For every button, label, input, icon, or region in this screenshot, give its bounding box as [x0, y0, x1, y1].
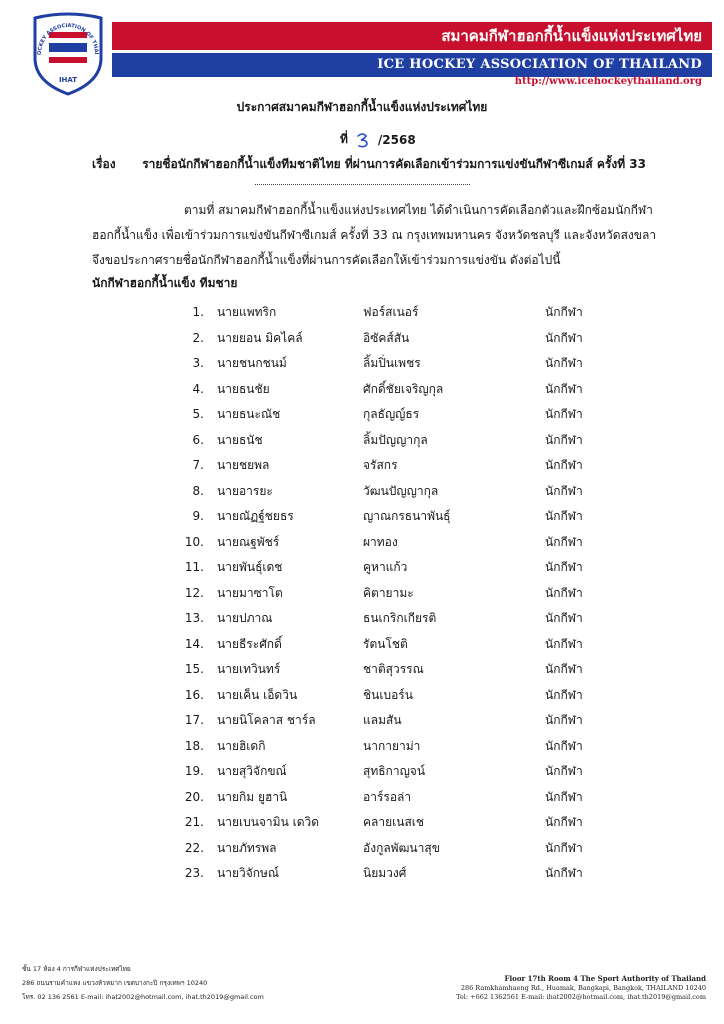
- roster-row: [0, 785, 724, 811]
- player-last-name: กุลธัญญ์ธร: [363, 407, 420, 421]
- player-first-name: นายณฐพัชร์: [217, 534, 280, 549]
- website-link[interactable]: http://www.icehockeythailand.org: [514, 76, 702, 87]
- player-first-name: นายธนชัย: [217, 381, 270, 396]
- player-first-name: นายแพทริก: [217, 305, 277, 319]
- roster-row: [0, 453, 724, 479]
- player-role: นักกีฬา: [545, 407, 583, 421]
- roster-list: [0, 300, 724, 887]
- roster-number: 2.: [192, 330, 204, 345]
- roster-row: [0, 402, 724, 428]
- player-first-name: นายสุวิจักขณ์: [217, 764, 287, 778]
- footer-left-line: โทร. 02 136 2561 E-mail: ihat2002@hotmail.com, ihat.th2019@gmail.com: [22, 993, 264, 1001]
- player-first-name: นายยอน มิคไคล์: [217, 330, 303, 345]
- player-last-name: ลิ้มปัญญากุล: [363, 432, 428, 447]
- player-role: นักกีฬา: [545, 356, 583, 370]
- roster-number: 17.: [184, 713, 204, 727]
- roster-number: 6.: [192, 432, 204, 447]
- paragraph-line: ฮอกกี้น้ำแข็ง เพื่อเข้าร่วมการแข่งขันกีฬาซีเกมส์ ครั้งที่ 33 ณ กรุงเทพมหานคร จังหวัดชลบุรี และจังหวัดสงขลา: [92, 228, 657, 242]
- player-last-name: ลิ้มปิ่นเพชร: [363, 356, 421, 370]
- player-role: นักกีฬา: [545, 738, 583, 753]
- player-last-name: คิตายามะ: [363, 585, 414, 600]
- player-role: นักกีฬา: [545, 764, 583, 778]
- roster-number: 15.: [184, 662, 204, 676]
- player-role: นักกีฬา: [545, 713, 583, 727]
- subject-label: เรื่อง: [92, 157, 116, 171]
- player-role: นักกีฬา: [545, 330, 583, 345]
- player-role: นักกีฬา: [545, 458, 583, 472]
- roster-row: [0, 351, 724, 377]
- player-first-name: นายนิโคลาส ชาร์ล: [217, 713, 316, 727]
- player-first-name: นายฮิเดกิ: [217, 738, 266, 753]
- player-last-name: คลายเนสเช: [363, 815, 425, 829]
- subject-line: [92, 155, 692, 174]
- player-role: นักกีฬา: [545, 509, 583, 523]
- roster-number: 3.: [192, 356, 204, 370]
- roster-row: [0, 861, 724, 887]
- org-name-english: ICE HOCKEY ASSOCIATION OF THAILAND: [377, 57, 702, 72]
- roster-number: 22.: [184, 840, 204, 855]
- player-last-name: ธนเกริกเกียรติ: [363, 611, 437, 625]
- document-title: ประกาศสมาคมกีฬาฮอกกี้น้ำแข็งแห่งประเทศไทย: [236, 100, 488, 114]
- paragraph-line: ตามที่ สมาคมกีฬาฮอกกี้น้ำแข็งแห่งประเทศไทย ได้ดำเนินการคัดเลือกตัวและฝึกซ้อมนักกีฬา: [184, 203, 653, 217]
- paragraph-line: จึงขอประกาศรายชื่อนักกีฬาฮอกกี้น้ำแข็งที่ผ่านการคัดเลือกให้เข้าร่วมการแข่งขัน ดังต่อไปนี้: [92, 253, 561, 267]
- roster-row: [0, 326, 724, 352]
- dotted-divider: [255, 184, 470, 185]
- roster-number: 5.: [192, 407, 204, 421]
- player-first-name: นายกิม ยูฮานิ: [217, 789, 288, 804]
- section-heading: นักกีฬาฮอกกี้น้ำแข็ง ทีมชาย: [92, 276, 238, 290]
- player-role: นักกีฬา: [545, 381, 583, 396]
- roster-row: [0, 555, 724, 581]
- player-role: นักกีฬา: [545, 840, 583, 855]
- player-role: นักกีฬา: [545, 611, 583, 625]
- announcement-paragraph: [92, 198, 672, 273]
- subject-text: รายชื่อนักกีฬาฮอกกี้น้ำแข็งทีมชาติไทย ที่ผ่านการคัดเลือกเข้าร่วมการแข่งขันกีฬาซีเกมส์ ครั้งที่ 33: [142, 157, 646, 171]
- handwritten-number-mark: [354, 131, 372, 149]
- org-name-thai: สมาคมกีฬาฮอกกี้น้ำแข็งแห่งประเทศไทย: [441, 27, 702, 45]
- player-last-name: อิซัคส์สัน: [363, 330, 410, 345]
- player-first-name: นายธีระศักดิ์: [217, 636, 282, 651]
- roster-number: 14.: [184, 636, 204, 651]
- org-name-thai-band: [112, 22, 712, 50]
- roster-number: 21.: [184, 815, 204, 829]
- player-role: นักกีฬา: [545, 585, 583, 600]
- roster-row: [0, 632, 724, 658]
- player-role: นักกีฬา: [545, 866, 583, 880]
- player-role: นักกีฬา: [545, 432, 583, 447]
- player-last-name: สุทธิกาญจน์: [363, 764, 426, 778]
- footer-right-line: 286 Ramkhamhaeng Rd., Huamak, Bangkapi, Bangkok, THAILAND 10240: [460, 983, 706, 992]
- logo-abbr: IHAT: [58, 76, 78, 84]
- roster-number: 13.: [184, 611, 204, 625]
- player-first-name: นายวิจักษณ์: [217, 866, 280, 880]
- roster-number: 11.: [184, 560, 204, 574]
- player-role: นักกีฬา: [545, 789, 583, 804]
- roster-number: 1.: [192, 305, 204, 319]
- player-role: นักกีฬา: [545, 662, 583, 676]
- player-first-name: นายชยพล: [217, 458, 270, 472]
- player-first-name: นายอารยะ: [217, 483, 273, 498]
- footer-thai-address: [22, 962, 264, 1004]
- roster-row: [0, 300, 724, 326]
- footer-right-line: Tel: +662 1362561 E-mail: ihat2002@hotmail.com, ihat.th2019@gmail.com: [456, 993, 706, 1001]
- logo-arc-text: OCKEY ASSOCIATION OF THAI: [36, 22, 100, 56]
- org-name-english-band: [112, 53, 712, 77]
- player-first-name: นายมาซาโต: [217, 585, 283, 600]
- player-role: นักกีฬา: [545, 687, 583, 702]
- player-last-name: อาร์รอล่า: [363, 789, 412, 804]
- roster-number: 23.: [184, 866, 204, 880]
- player-last-name: ฟอร์สเนอร์: [363, 305, 419, 319]
- player-last-name: ชินเบอร์น: [363, 687, 413, 702]
- roster-row: [0, 683, 724, 709]
- number-suffix: /2568: [377, 132, 416, 147]
- player-last-name: นิยมวงศ์: [363, 866, 407, 880]
- player-last-name: ญาณกรธนาพันธุ์: [363, 509, 451, 523]
- footer-english-address: [456, 974, 706, 1003]
- player-first-name: นายเทวินทร์: [217, 662, 281, 676]
- roster-row: [0, 708, 724, 734]
- player-role: นักกีฬา: [545, 483, 583, 498]
- player-last-name: ศักดิ์ชัยเจริญกุล: [363, 381, 444, 396]
- player-first-name: นายธนัช: [217, 432, 263, 447]
- player-last-name: แลมสัน: [363, 713, 402, 727]
- roster-number: 18.: [184, 738, 204, 753]
- ihat-logo: [27, 8, 109, 96]
- player-role: นักกีฬา: [545, 636, 583, 651]
- roster-row: [0, 428, 724, 454]
- player-last-name: ผาทอง: [363, 534, 398, 549]
- footer-left-line: ชั้น 17 ห้อง 4 การกีฬาแห่งประเทศไทย: [22, 965, 131, 973]
- player-role: นักกีฬา: [545, 560, 583, 574]
- player-role: นักกีฬา: [545, 815, 583, 829]
- player-role: นักกีฬา: [545, 534, 583, 549]
- player-first-name: นายธนะณัช: [217, 407, 281, 421]
- player-first-name: นายชนกชนม์: [217, 356, 287, 370]
- player-last-name: จรัสกร: [363, 458, 398, 472]
- roster-row: [0, 836, 724, 862]
- roster-number: 10.: [184, 534, 204, 549]
- roster-row: [0, 479, 724, 505]
- roster-row: [0, 810, 724, 836]
- roster-row: [0, 581, 724, 607]
- roster-number: 16.: [184, 687, 204, 702]
- roster-row: [0, 657, 724, 683]
- player-last-name: นากายาม่า: [363, 738, 421, 753]
- roster-row: [0, 734, 724, 760]
- roster-number: 20.: [184, 789, 204, 804]
- roster-row: [0, 606, 724, 632]
- roster-number: 9.: [192, 509, 204, 523]
- roster-number: 7.: [192, 458, 204, 472]
- player-last-name: วัฒนปัญญากุล: [363, 483, 439, 498]
- number-label: ที่: [340, 132, 348, 146]
- player-last-name: ชาติสุวรรณ: [363, 662, 424, 676]
- roster-number: 19.: [184, 764, 204, 778]
- player-last-name: อังกูลพัฒนาสุข: [363, 840, 440, 855]
- player-first-name: นายเค็น เอ็ดวิน: [217, 687, 298, 702]
- roster-row: [0, 504, 724, 530]
- player-first-name: นายพันธุ์เดช: [217, 560, 283, 574]
- player-last-name: รัตนโชติ: [363, 636, 408, 651]
- roster-number: 4.: [192, 381, 204, 396]
- player-first-name: นายเบนจามิน เดวิด: [217, 815, 320, 829]
- footer-left-line: 286 ถนนรามคำแหง แขวงหัวหมาก เขตบางกะปิ กรุงเทพฯ 10240: [22, 979, 208, 987]
- player-first-name: นายปภาณ: [217, 611, 273, 625]
- player-first-name: นายภัทรพล: [217, 840, 277, 855]
- player-first-name: นายณัฏฐ์ชยธร: [217, 509, 294, 523]
- roster-number: 8.: [192, 483, 204, 498]
- player-last-name: คูหาแก้ว: [363, 560, 408, 574]
- roster-row: [0, 530, 724, 556]
- footer-right-line: Floor 17th Room 4 The Sport Authority of Thailand: [504, 974, 706, 983]
- player-role: นักกีฬา: [545, 305, 583, 319]
- document-number: [340, 130, 416, 149]
- roster-row: [0, 759, 724, 785]
- roster-row: [0, 377, 724, 403]
- roster-number: 12.: [184, 585, 204, 600]
